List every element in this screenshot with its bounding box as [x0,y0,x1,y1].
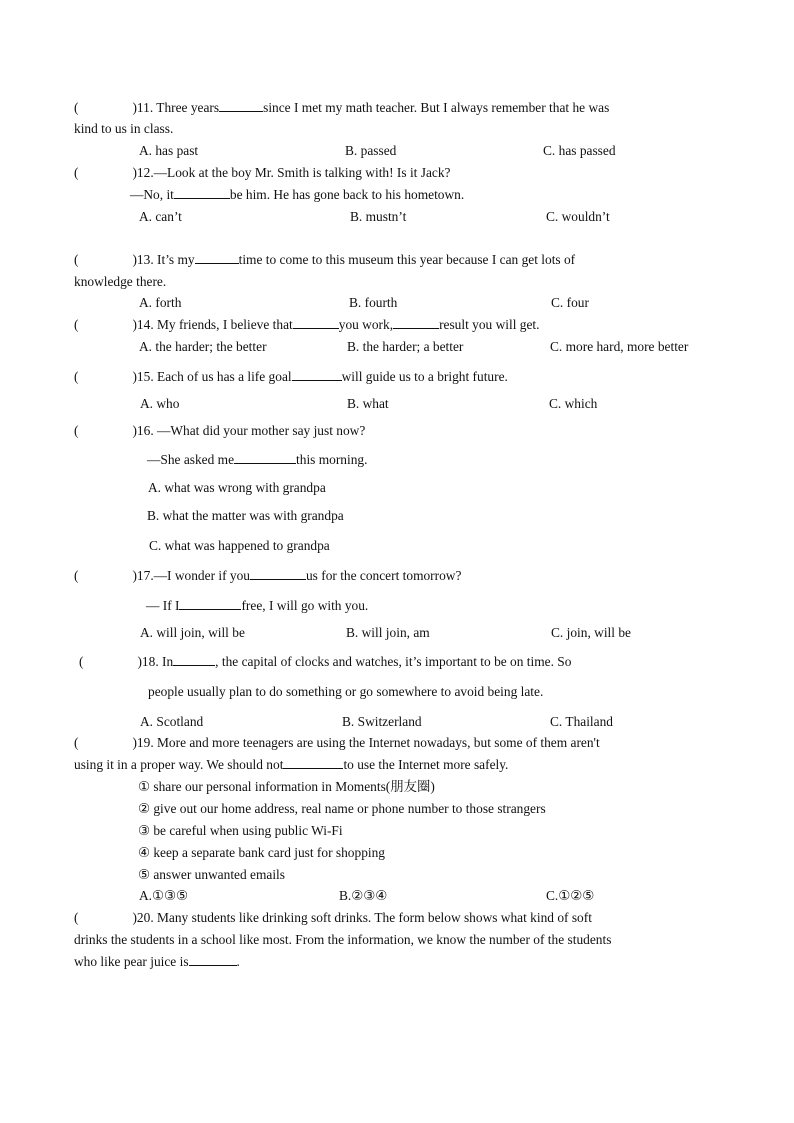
q18-option-a: A. Scotland [140,714,204,729]
blank[interactable] [283,757,343,769]
q19-item-1: ① share our personal information in Moments(朋友圈) [138,779,435,794]
q11-line2: kind to us in class. [74,121,174,136]
q15-option-b: B. what [347,396,389,411]
answer-paren[interactable]: ( [74,165,79,180]
q12-option-b: B. mustn’t [350,209,407,224]
answer-paren[interactable]: ( [74,317,79,332]
q13-line1: ( )13. It’s my time to come to this museum this year because I can get lots of [74,252,576,267]
q20-line1: ( )20. Many students like drinking soft drinks. The form below shows what kind of soft [74,910,592,925]
blank[interactable] [173,654,215,666]
q19-line1: ( )19. More and more teenagers are using the Internet nowadays, but some of them aren't [74,735,600,750]
answer-paren[interactable]: ( [74,423,79,438]
blank[interactable] [393,317,439,329]
q19-line2: using it in a proper way. We should not to use the Internet more safely. [74,757,509,772]
q11-line1: ( )11. Three years since I met my math teacher. But I always remember that he was [74,100,610,115]
q12-option-a: A. can’t [139,209,182,224]
blank[interactable] [250,568,306,580]
q15-option-a: A. who [140,396,180,411]
q11-option-c: C. has passed [543,143,616,158]
q19-item-3: ③ be careful when using public Wi-Fi [138,823,343,838]
blank[interactable] [293,317,339,329]
answer-paren[interactable]: ( [74,568,79,583]
q14-option-a: A. the harder; the better [139,339,267,354]
q13-option-c: C. four [551,295,589,310]
q16-option-b: B. what the matter was with grandpa [147,508,344,523]
blank[interactable] [234,452,296,464]
q18-line2: people usually plan to do something or go somewhere to avoid being late. [148,684,544,699]
q16-option-a: A. what was wrong with grandpa [148,480,326,495]
q15-option-c: C. which [549,396,598,411]
q17-option-a: A. will join, will be [140,625,245,640]
q12-line1: ( )12.—Look at the boy Mr. Smith is talking with! Is it Jack? [74,165,451,180]
q16-line1: ( )16. —What did your mother say just now? [74,423,366,438]
q17-option-b: B. will join, am [346,625,430,640]
blank[interactable] [195,252,239,264]
q14-option-c: C. more hard, more better [550,339,689,354]
q15-line1: ( )15. Each of us has a life goal will guide us to a bright future. [74,369,508,384]
q18-option-c: C. Thailand [550,714,613,729]
blank[interactable] [174,187,230,199]
q18-line1: ( )18. In , the capital of clocks and watches, it’s important to be on time. So [79,654,572,669]
answer-paren[interactable]: ( [74,252,79,267]
q18-option-b: B. Switzerland [342,714,422,729]
answer-paren[interactable]: ( [74,369,79,384]
q20-line2: drinks the students in a school like most. From the information, we know the number of the students [74,932,612,947]
q20-line3: who like pear juice is . [74,954,240,969]
q19-option-a: A.①③⑤ [139,888,189,903]
q13-line2: knowledge there. [74,274,167,289]
answer-paren[interactable]: ( [74,735,79,750]
answer-paren[interactable]: ( [74,100,79,115]
answer-paren[interactable]: ( [79,654,84,669]
q16-option-c: C. what was happened to grandpa [149,538,330,553]
blank[interactable] [219,100,263,112]
q11-option-b: B. passed [345,143,397,158]
q14-line1: ( )14. My friends, I believe that you work, result you will get. [74,317,540,332]
q17-line1: ( )17.—I wonder if you us for the concert tomorrow? [74,568,462,583]
blank[interactable] [179,598,241,610]
blank[interactable] [189,954,237,966]
q14-option-b: B. the harder; a better [347,339,464,354]
q17-option-c: C. join, will be [551,625,631,640]
answer-paren[interactable]: ( [74,910,79,925]
q11-option-a: A. has past [139,143,199,158]
q19-item-5: ⑤ answer unwanted emails [138,867,285,882]
q17-line2: — If I free, I will go with you. [146,598,369,613]
q16-line2: —She asked me this morning. [147,452,368,467]
q12-option-c: C. wouldn’t [546,209,610,224]
q19-option-c: C.①②⑤ [546,888,595,903]
q19-option-b: B.②③④ [339,888,388,903]
q13-option-b: B. fourth [349,295,398,310]
blank[interactable] [292,369,342,381]
q13-option-a: A. forth [139,295,182,310]
q19-item-2: ② give out our home address, real name or phone number to those strangers [138,801,546,816]
q12-line2: —No, it be him. He has gone back to his hometown. [130,187,465,202]
q19-item-4: ④ keep a separate bank card just for shopping [138,845,386,860]
